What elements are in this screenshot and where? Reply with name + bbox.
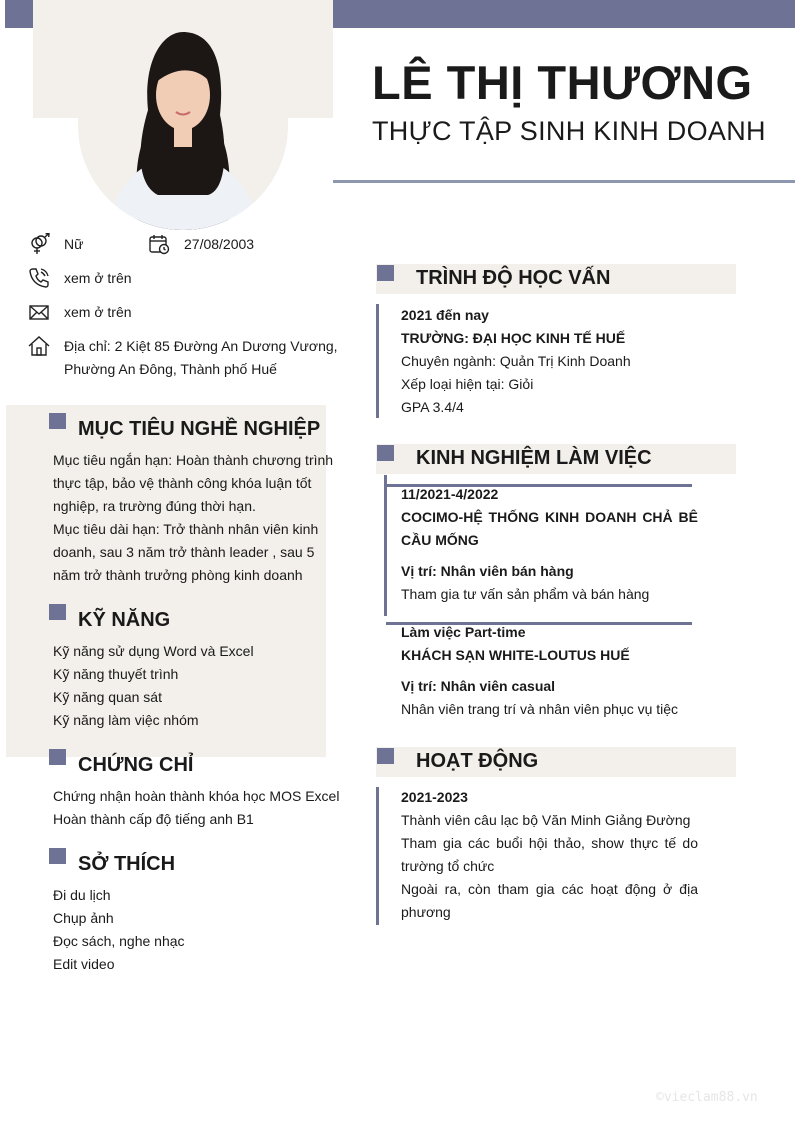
home-icon [28, 335, 50, 357]
activities-title: HOẠT ĐỘNG [416, 750, 539, 772]
education-rank: Xếp loại hiện tại: Giỏi [401, 376, 534, 392]
education-major: Chuyên ngành: Quản Trị Kinh Doanh [401, 353, 631, 369]
hobby-item: Đọc sách, nghe nhạc [53, 933, 185, 949]
job-company-cont: CẦU MỐNG [401, 532, 479, 548]
birthday-value: 27/08/2003 [184, 236, 255, 252]
job-title: THỰC TẬP SINH KINH DOANH [372, 116, 766, 146]
certificates-list [53, 785, 339, 831]
gender-value: Nữ [64, 236, 84, 252]
skills-title: KỸ NĂNG [78, 609, 171, 631]
career-goal-line: nghiệp, ra trường đúng thời hạn. [53, 498, 256, 514]
activity-line: Thành viên câu lạc bộ Văn Minh Giảng Đường [401, 812, 691, 828]
education-period: 2021 đến nay [401, 307, 489, 323]
experience-job-1 [401, 483, 698, 606]
career-goal-line: doanh, sau 3 năm trở thành leader , sau 5 [53, 544, 315, 560]
job-period: Làm việc Part-time [401, 624, 526, 640]
address-line-2: Phường An Đông, Thành phố Huế [64, 361, 277, 377]
career-goal-line: Mục tiêu ngắn hạn: Hoàn thành chương trình [53, 452, 334, 468]
activities-timeline-line [376, 787, 379, 925]
person-name: LÊ THỊ THƯƠNG [372, 56, 753, 109]
experience-title: KINH NGHIỆM LÀM VIỆC [416, 447, 652, 469]
certificate-item: Hoàn thành cấp độ tiếng anh B1 [53, 811, 254, 827]
skill-item: Kỹ năng làm việc nhóm [53, 712, 199, 728]
section-marker [377, 748, 394, 764]
section-marker [377, 265, 394, 281]
job-description: Nhân viên trang trí và nhân viên phục vụ tiệc [401, 701, 679, 717]
skill-item: Kỹ năng quan sát [53, 689, 162, 705]
career-goal-line: Mục tiêu dài hạn: Trở thành nhân viên kinh [53, 521, 319, 537]
job-period: 11/2021-4/2022 [401, 486, 499, 502]
career-goal-line: năm trở thành trưởng phòng kinh doanh [53, 567, 303, 583]
email-value: xem ở trên [64, 304, 132, 320]
job-position: Vị trí: Nhân viên bán hàng [401, 563, 574, 579]
calendar-icon [148, 233, 170, 255]
section-marker [49, 604, 66, 620]
address-line-1: Địa chỉ: 2 Kiệt 85 Đường An Dương Vương, [64, 338, 338, 354]
section-marker [49, 413, 66, 429]
job-company: COCIMO-HỆ THỐNG KINH DOANH CHẢ BÊ [401, 509, 698, 525]
hobbies-list [53, 884, 185, 976]
education-block [401, 304, 701, 419]
activities-block [401, 786, 698, 924]
mail-icon [28, 301, 50, 323]
gender-icon [28, 233, 50, 255]
job-company: KHÁCH SẠN WHITE-LOUTUS HUẾ [401, 647, 630, 663]
career-goal-line: thực tập, bảo vệ thành công khóa luận tốt [53, 475, 312, 491]
title-divider [333, 180, 795, 183]
skills-list [53, 640, 254, 732]
activity-line: trường tổ chức [401, 858, 495, 874]
career-goal-text [53, 449, 333, 587]
phone-icon [28, 267, 50, 289]
phone-value: xem ở trên [64, 270, 132, 286]
certificate-item: Chứng nhận hoàn thành khóa học MOS Excel [53, 788, 340, 804]
certificates-title: CHỨNG CHỈ [78, 754, 194, 776]
skill-item: Kỹ năng thuyết trình [53, 666, 179, 682]
job-description: Tham gia tư vấn sản phẩm và bán hàng [401, 586, 650, 602]
skill-item: Kỹ năng sử dụng Word và Excel [53, 643, 254, 659]
education-timeline-line [376, 304, 379, 418]
hobby-item: Edit video [53, 956, 115, 972]
avatar [78, 20, 288, 230]
job-position: Vị trí: Nhân viên casual [401, 678, 556, 694]
watermark: ©vieclam88.vn [656, 1090, 758, 1105]
portrait-photo [78, 20, 288, 230]
experience-timeline-line [384, 475, 387, 616]
education-gpa: GPA 3.4/4 [401, 399, 464, 415]
activity-line: phương [401, 904, 451, 920]
experience-job-2 [401, 621, 698, 721]
section-marker [49, 749, 66, 765]
education-school: TRƯỜNG: ĐẠI HỌC KINH TẾ HUẾ [401, 330, 626, 346]
hobby-item: Đi du lịch [53, 887, 111, 903]
hobby-item: Chụp ảnh [53, 910, 114, 926]
activities-period: 2021-2023 [401, 789, 468, 805]
activity-line: Ngoài ra, còn tham gia các hoạt động ở địa [401, 881, 698, 897]
section-marker [377, 445, 394, 461]
activity-line: Tham gia các buổi hội thảo, show thực tế do [401, 835, 698, 851]
section-marker [49, 848, 66, 864]
education-title: TRÌNH ĐỘ HỌC VẤN [416, 267, 611, 289]
hobbies-title: SỞ THÍCH [78, 853, 176, 875]
career-goal-title: MỤC TIÊU NGHỀ NGHIỆP [78, 418, 321, 440]
